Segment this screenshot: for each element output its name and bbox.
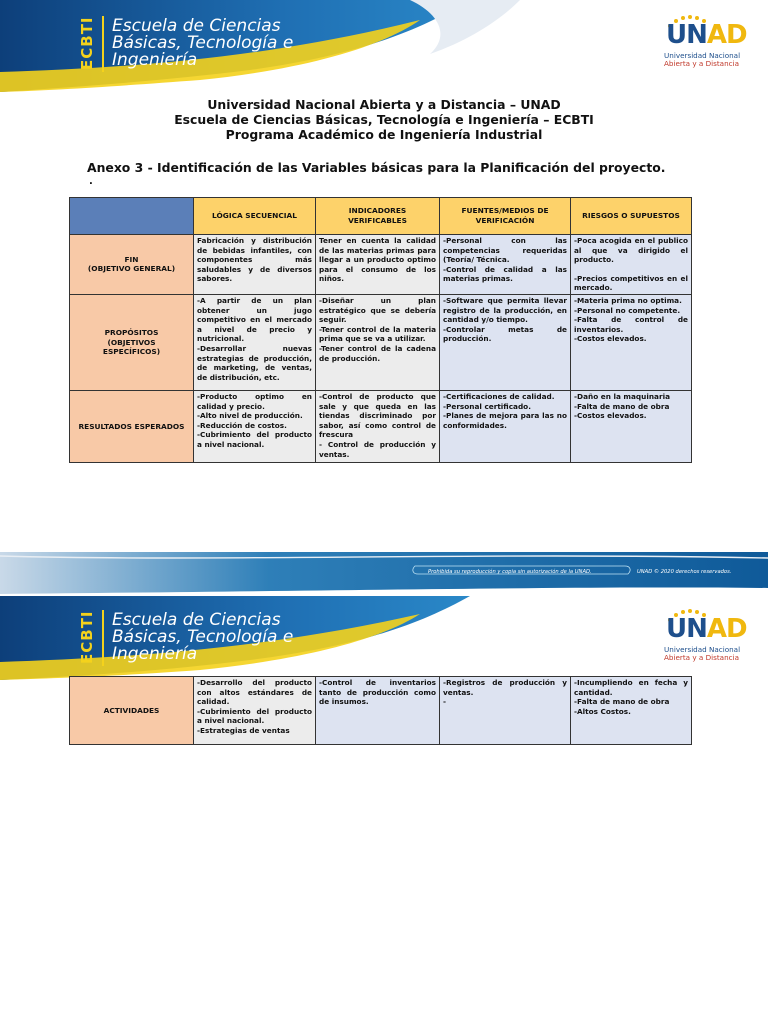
school-name — [112, 612, 293, 663]
logical-framework-table-continued — [69, 676, 692, 745]
logo-wordmark: UNAD — [666, 614, 747, 644]
annex-title: Anexo 3 - Identificación de las Variables básicas para la Planificación del proyecto. — [87, 160, 666, 175]
column-header: RIESGOS O SUPUESTOS — [571, 198, 692, 235]
ecbti-divider — [102, 16, 104, 72]
table-cell: -Producto optimo en calidad y precio. -Alto nivel de producción. -Reducción de costos. -Cubrimiento del producto a nivel nacional. — [194, 390, 316, 462]
logo-subtitle: Universidad Nacional Abierta y a Distancia — [664, 645, 741, 662]
table-row — [70, 235, 692, 295]
title-line: Universidad Nacional Abierta y a Distancia – UNAD — [207, 97, 561, 112]
ecbti-vertical-label: ECBTI — [78, 16, 96, 70]
table-cell: -Control de producto que sale y que queda en las tiendas discriminado por sabor, así como control de frescura - Control de producción y ventas. — [316, 390, 440, 462]
table-cell: -Control de inventarios tanto de producción como de insumos. — [316, 677, 440, 745]
table-cell: -Personal con las competencias requeridas (Teoría/ Técnica. -Control de calidad a las materias primas. — [440, 235, 571, 295]
school-line: Escuela de Ciencias — [112, 610, 281, 630]
table-cell: -Desarrollo del producto con altos estándares de calidad. -Cubrimiento del producto a nivel nacional. -Estrategias de ventas — [194, 677, 316, 745]
row-label: PROPÓSITOS (OBJETIVOS ESPECÍFICOS) — [70, 294, 194, 390]
table-cell: -Incumpliendo en fecha y cantidad. -Falta de mano de obra -Altos Costos. — [571, 677, 692, 745]
table-cell: -Poca acogida en el publico al que va dirigido el producto. -Precios competitivos en el mercado. — [571, 235, 692, 295]
school-line: Ingeniería — [112, 50, 198, 70]
header-banner-page2 — [0, 596, 768, 680]
table-row — [70, 677, 692, 745]
row-label: RESULTADOS ESPERADOS — [70, 390, 194, 462]
ecbti-divider — [102, 610, 104, 666]
school-line: Ingeniería — [112, 644, 198, 664]
row-label: ACTIVIDADES — [70, 677, 194, 745]
school-line: Básicas, Tecnología e — [112, 627, 294, 647]
header-banner — [0, 0, 768, 92]
table-cell: Fabricación y distribución de bebidas infantiles, con componentes más saludables y de diversos sabores. — [194, 235, 316, 295]
ecbti-vertical-label: ECBTI — [78, 610, 96, 664]
table-cell: -Registros de producción y ventas. - — [440, 677, 571, 745]
school-line: Básicas, Tecnología e — [112, 33, 294, 53]
school-line: Escuela de Ciencias — [112, 16, 281, 36]
unad-logo — [660, 608, 747, 664]
logical-framework-table — [69, 197, 692, 463]
title-line: Escuela de Ciencias Básicas, Tecnología e Ingeniería – ECBTI — [174, 112, 594, 127]
table-corner-cell — [70, 198, 194, 235]
table-cell: -Certificaciones de calidad. -Personal certificado. -Planes de mejora para las no conformidades. — [440, 390, 571, 462]
unad-logo — [660, 14, 747, 70]
logo-subtitle: Universidad Nacional Abierta y a Distancia — [664, 51, 741, 68]
table-cell: -Software que permita llevar registro de la producción, en cantidad y/o tiempo. -Controlar metas de producción. — [440, 294, 571, 390]
column-header: LÓGICA SECUENCIAL — [194, 198, 316, 235]
table-row — [70, 294, 692, 390]
table-row — [70, 390, 692, 462]
footer-copy-warning: Prohibida su reproducción y copia sin autorización de la UNAD. — [428, 569, 592, 575]
annex-dot: . — [89, 176, 93, 187]
column-header: INDICADORES VERIFICABLES — [316, 198, 440, 235]
footer-copyright: UNAD © 2020 derechos reservados. — [637, 569, 732, 575]
row-label: FIN (OBJETIVO GENERAL) — [70, 235, 194, 295]
table-cell: -A partir de un plan obtener un jugo competitivo en el mercado a nivel de precio y nutricional. -Desarrollar nuevas estrategias de producción, de marketing, de ventas, de distribución, etc. — [194, 294, 316, 390]
logo-wordmark: UNAD — [666, 20, 747, 50]
school-name — [112, 18, 293, 69]
table-cell: -Daño en la maquinaria -Falta de mano de obra -Costos elevados. — [571, 390, 692, 462]
table-cell: -Diseñar un plan estratégico que se debería seguir. -Tener control de la materia prima que se va a utilizar. -Tener control de la cadena de producción. — [316, 294, 440, 390]
table-cell: -Materia prima no optima. -Personal no competente. -Falta de control de inventarios. -Costos elevados. — [571, 294, 692, 390]
document-titles — [0, 97, 768, 142]
column-header: FUENTES/MEDIOS DE VERIFICACIÓN — [440, 198, 571, 235]
page-footer — [0, 552, 768, 594]
table-cell: Tener en cuenta la calidad de las materias primas para llegar a un producto optimo para el consumo de los niños. — [316, 235, 440, 295]
title-line: Programa Académico de Ingeniería Industrial — [225, 127, 543, 142]
